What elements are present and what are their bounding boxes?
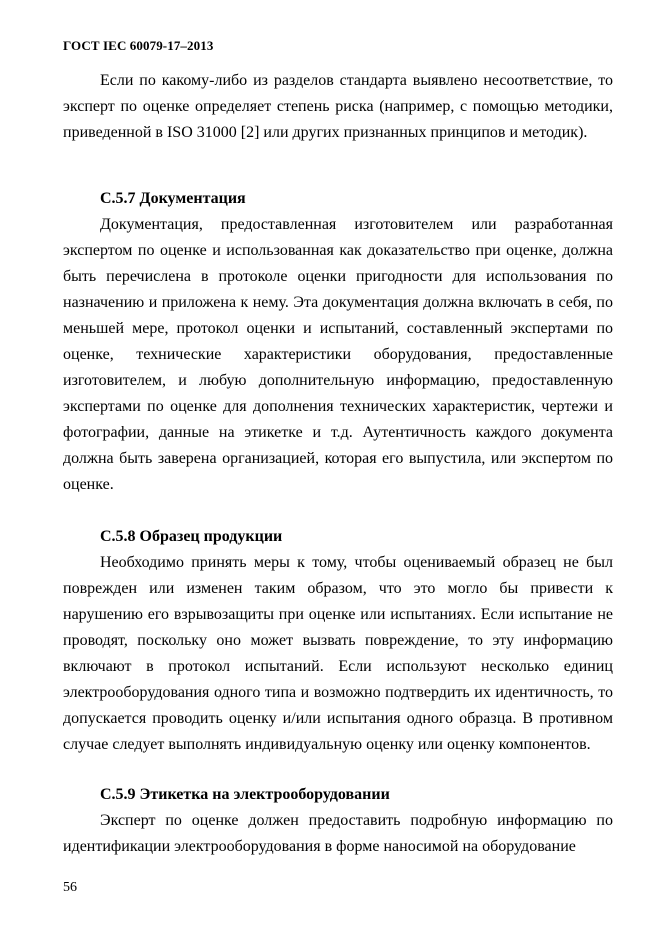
section-c58 xyxy=(63,524,613,758)
section-c57-heading: С.5.7 Документация xyxy=(100,190,246,207)
intro-block xyxy=(63,68,613,146)
section-c57 xyxy=(63,186,613,498)
page-number: 56 xyxy=(63,880,77,895)
section-c59-heading: С.5.9 Этикетка на электрооборудовании xyxy=(100,786,390,803)
section-c59-paragraph: Эксперт по оценке должен предоставить подробную информацию по идентификации электрооборудования в форме наносимой на оборудование xyxy=(63,812,613,855)
section-c58-paragraph: Необходимо принять меры к тому, чтобы оцениваемый образец не был поврежден или изменен таким образом, что это могло бы привести к нарушению его взрывозащиты при оценке или испытаниях. Если испытание не проводят, поскольку оно может вызвать повреждение, то эту информацию включают в протокол испытаний. Если используют несколько единиц электрооборудования одного типа и возможно подтвердить их идентичность, то допускается проводить оценку и/или испытания одного образца. В противном случае следует выполнять индивидуальную оценку или оценку компонентов. xyxy=(63,554,613,753)
standard-header: ГОСТ IEC 60079-17–2013 xyxy=(63,38,214,53)
section-c59 xyxy=(63,782,613,860)
intro-paragraph: Если по какому-либо из разделов стандарта выявлено несоответствие, то эксперт по оценке определяет степень риска (например, с помощью методики, приведенной в ISO 31000 [2] или других признанных принципов и методик). xyxy=(63,72,613,141)
section-c57-paragraph: Документация, предоставленная изготовителем или разработанная экспертом по оценке и использованная как доказательство при оценке, должна быть перечислена в протоколе оценки пригодности для использования по назначению и приложена к нему. Эта документация должна включать в себя, по меньшей мере, протокол оценки и испытаний, составленный экспертами по оценке, технические характеристики оборудования, предоставленные изготовителем, и любую дополнительную информацию, предоставленную экспертами по оценке для дополнения технических характеристик, чертежи и фотографии, данные на этикетке и т.д. Аутентичность каждого документа должна быть заверена организацией, которая его выпустила, или экспертом по оценке. xyxy=(63,216,613,493)
section-c58-heading: С.5.8 Образец продукции xyxy=(100,528,283,545)
